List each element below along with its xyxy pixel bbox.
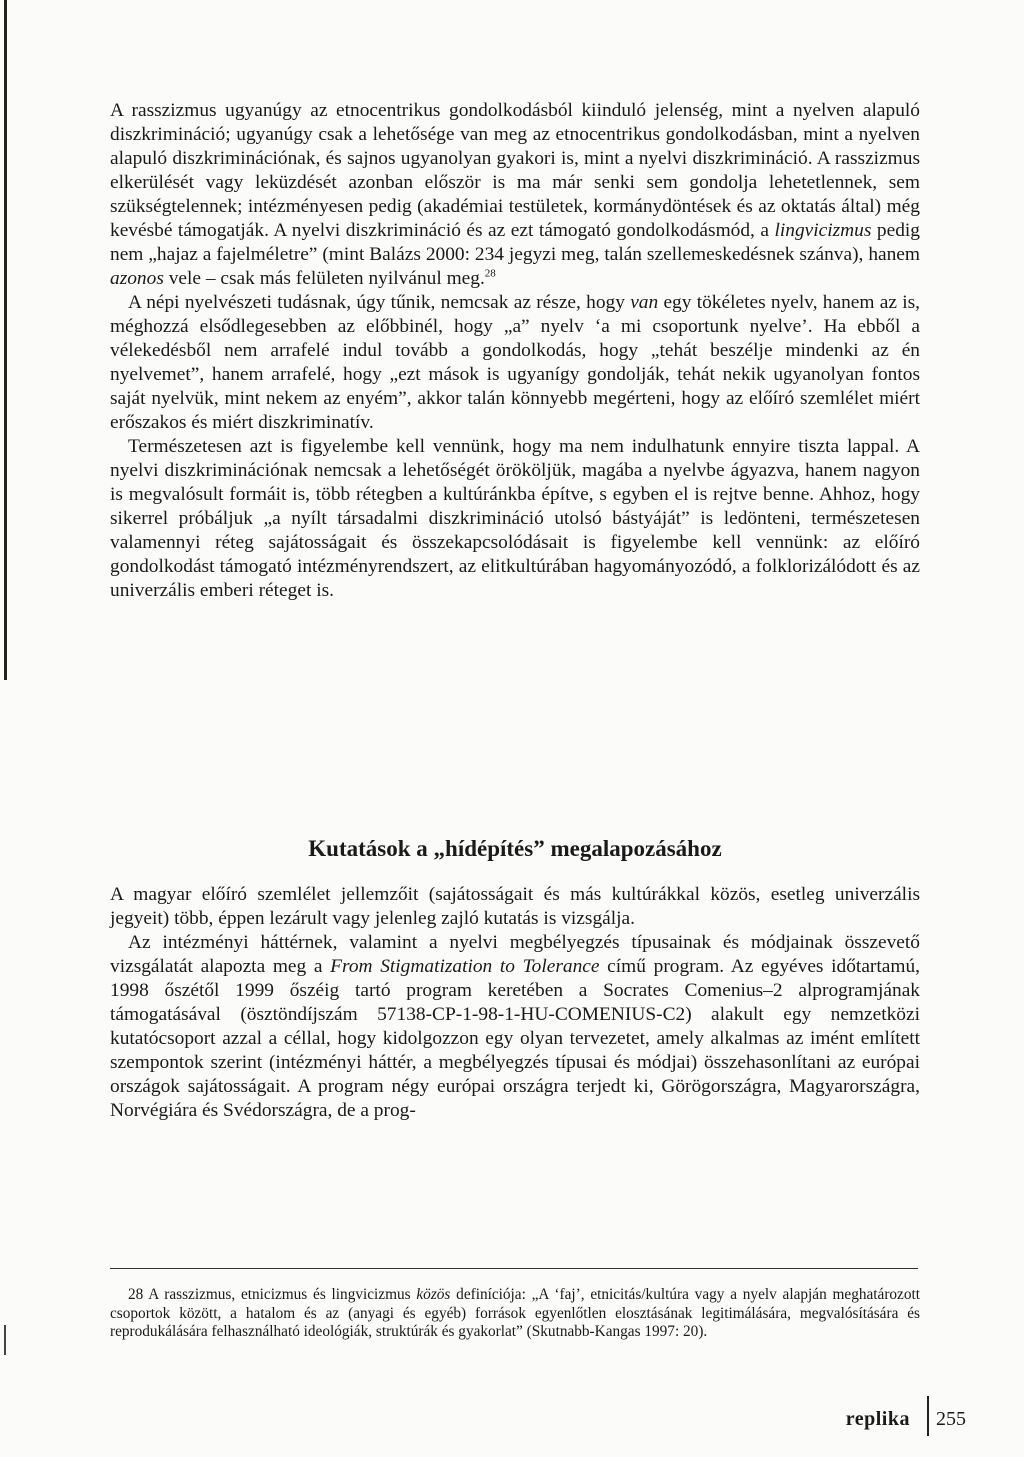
- emphasis-lingvicizmus: lingvicizmus: [774, 220, 872, 241]
- main-text-lower: [110, 883, 920, 1123]
- emphasis-program-title: From Stigmatization to Tolerance: [330, 956, 600, 977]
- binding-edge-line: [4, 0, 7, 680]
- footnote-28: 28 A rasszizmus, etnicizmus és lingvicizmus közös definíciója: „A ‘faj’, etnicitás/kultúra vagy a nyelv alapján meghatározott csoportok között, a hatalom és az (anyagi és egyéb) források egyenlőtlen elosztásának legitimálására, megvalósítására és reprodukálására felhasználható ideológiák, struktúrák és gyakorlat” (Skutnabb-Kangas 1997: 20).: [110, 1286, 920, 1341]
- paragraph-2: A népi nyelvészeti tudásnak, úgy tűnik, nemcsak az része, hogy van egy tökéletes nyelv, hanem az is, méghozzá elsődlegesebben az előbbinél, hogy „a” nyelv ‘a mi csoportunk nyelve’. Ha ebből a vélekedésből nem arrafelé indul tovább a gondolkodás, hogy „tehát beszélje mindenki az én nyelvemet”, hanem arrafelé, hogy „ezt mások is ugyanígy gondolják, tehát nekik ugyanolyan fontos saját nyelvük, mint nekem az enyém”, akkor talán könnyebb megérteni, hogy az előíró szemlélet miért erőszakos és miért diszkriminatív.: [110, 292, 920, 433]
- paragraph-5: Az intézményi háttérnek, valamint a nyelvi megbélyegzés típusainak és módjainak összevető vizsgálatát alapozta meg a From Stigmatization to Tolerance című program. Az egyéves időtartamú, 1998 őszétől 1999 őszéig tartó program keretében a Socrates Comenius–2 alprogramjának támogatásával (ösztöndíjszám 57138-CP-1-98-1-HU-COMENIUS-C2) alakult egy nemzetközi kutatócsoport azzal a céllal, hogy kidolgozzon egy olyan tervezetet, amely alkalmas az imént említett szempontok szerint (intézményi háttér, a megbélyegzés típusai és módjai) összehasonlítani az európai országok sajátosságait. A program négy európai országra terjedt ki, Görögországra, Magyarországra, Norvégiára és Svédországra, de a prog-: [110, 932, 920, 1121]
- page-footer: [810, 1396, 990, 1436]
- paragraph-1: A rasszizmus ugyanúgy az etnocentrikus gondolkodásból kiinduló jelenség, mint a nyelven alapuló diszkrimináció; ugyanúgy csak a lehetősége van meg az etnocentrikus gondolkodásban, mint a nyelven alapuló diszkriminációnak, és sajnos ugyanolyan gyakori is, mint a nyelvi diszkrimináció. A rasszizmus elkerülését vagy leküzdését azonban először is ma már senki sem gondolja lehetetlennek, sem szükségtelennek; intézményesen pedig (akadémiai testületek, kormánydöntések és az oktatás által) még kevésbé támogatják. A nyelvi diszkrimináció és az ezt támogató gondolkodásmód, a lingvicizmus pedig nem „hajaz a fajelméletre” (mint Balázs 2000: 234 jegyzi meg, talán szellemeskedésnek szánva), hanem azonos vele – csak más felületen nyilvánul meg.$^{28}$: [110, 100, 920, 289]
- binding-edge-mark: [4, 1325, 6, 1355]
- paragraph-4: A magyar előíró szemlélet jellemzőit (sajátosságait és más kultúrákkal közös, esetleg univerzális jegyeit) több, éppen lezárult vagy jelenleg zajló kutatás is vizsgálja.: [110, 884, 920, 929]
- emphasis-azonos: azonos: [110, 268, 164, 289]
- emphasis-van: van: [630, 292, 659, 313]
- paragraph-3: Természetesen azt is figyelembe kell vennünk, hogy ma nem indulhatunk ennyire tiszta lappal. A nyelvi diszkriminációnak nemcsak a lehetőségét örököljük, magába a nyelvbe ágyazva, hanem nagyon is megvalósult formáit is, több rétegben a kultúránkba építve, s egyben el is rejtve benne. Ahhoz, hogy sikerrel próbáljuk „a nyílt társadalmi diszkrimináció utolsó bástyáját” is ledönteni, természetesen valamennyi réteg sajátosságait és összekapcsolódásait is figyelembe kell vennünk: az előíró gondolkodást támogató intézményrendszert, az elitkultúrában hagyományozódó, a folklorizálódott és az univerzális emberi réteget is.: [110, 436, 920, 601]
- main-text-upper: [110, 99, 920, 603]
- footnote-divider: [110, 1268, 918, 1269]
- footnote-reference[interactable]: 28: [484, 267, 496, 280]
- page-number: 255: [936, 1408, 966, 1430]
- section-heading: Kutatások a „hídépítés” megalapozásához: [308, 836, 722, 861]
- footer-divider: [927, 1396, 929, 1436]
- journal-name: replika: [845, 1408, 910, 1430]
- emphasis-kozos: közös: [416, 1286, 451, 1303]
